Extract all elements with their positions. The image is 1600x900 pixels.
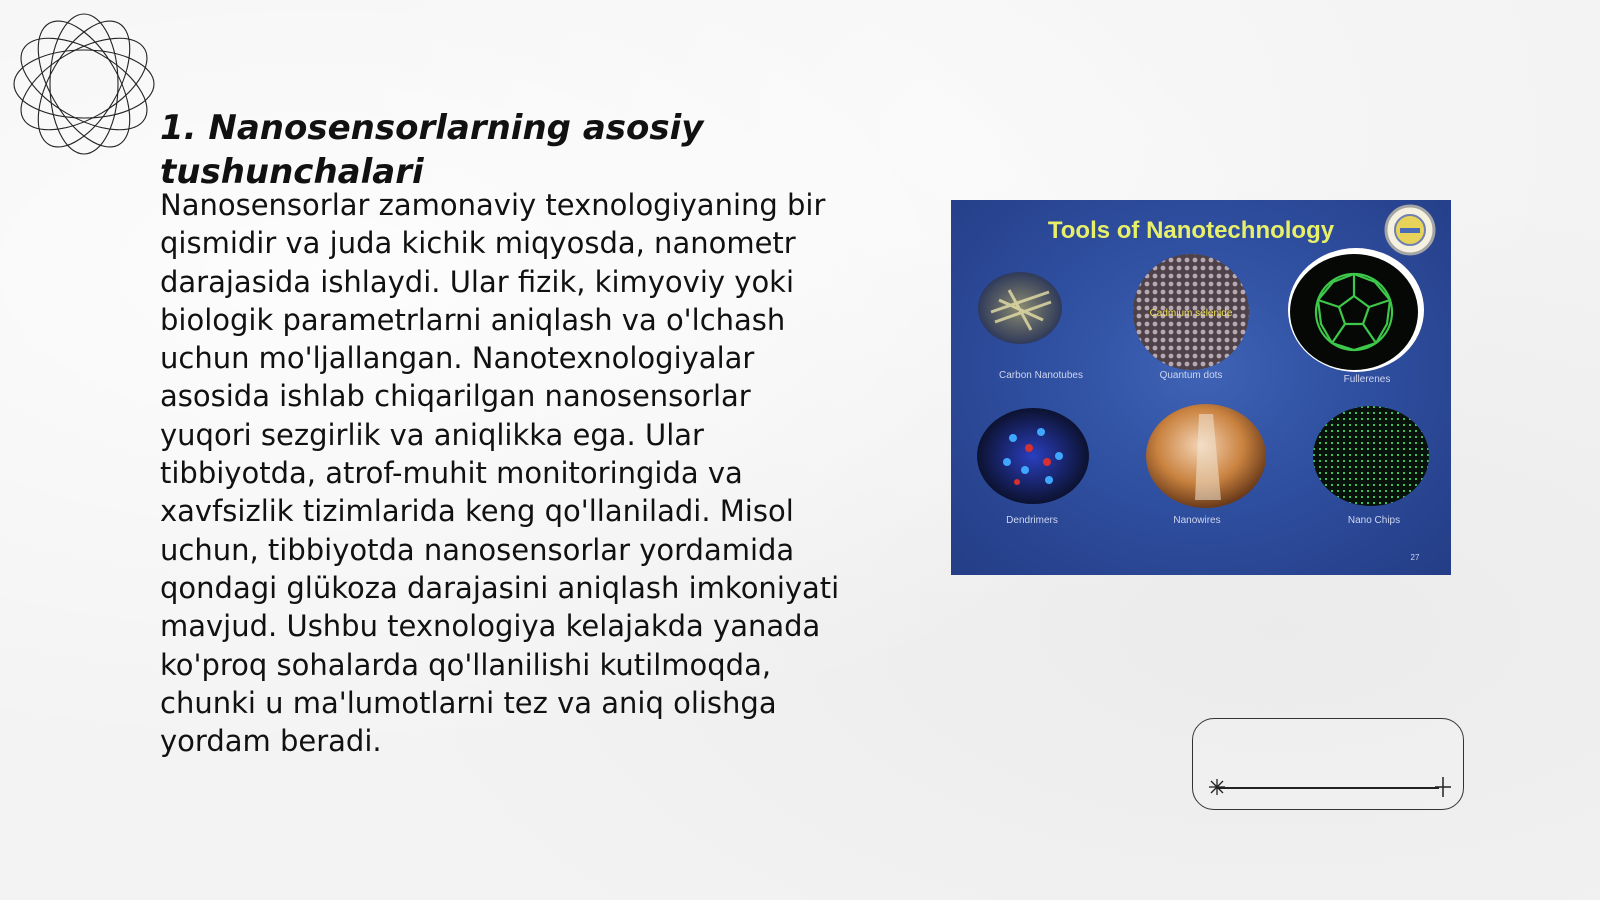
label-nanowires: Nanowires <box>1173 515 1221 526</box>
slide-title: 1. Nanosensorlarning asosiy tushunchalari <box>160 108 704 192</box>
divider-line <box>1217 787 1439 789</box>
seal-icon <box>1386 206 1434 254</box>
nanotechnology-tools-image <box>951 200 1451 575</box>
nanowires-image <box>1146 404 1266 508</box>
slide-body-text: Nanosensorlar zamonaviy texnologiyaning bir qismidir va juda kichik miqyosda, nanometr darajasida ishlaydi. Ular fizik, kimyoviy yoki biologik parametrlarni aniqlash va o'lchash uchun mo'ljallangan. Nanotexnologiyalar asosida ishlab chiqarilgan nanosensorlar yuqori sezgirlik va aniqlikka ega. Ular tibbiyotda, atrof-muhit monitoringida va xavfsizlik tizimlarida keng qo'llaniladi. Misol uchun, tibbiyotda nanosensorlar yordamida qondagi glükoza darajasini aniqlash imkoniyati mavjud. Ushbu texnologiya kelajakda yanada ko'proq sohalarda qo'llanilishi kutilmoqda, chunki u ma'lumotlarni tez va aniq olishga yordam beradi. <box>160 188 840 759</box>
label-quantum-dots: Quantum dots <box>1159 370 1223 381</box>
label-fullerenes: Fullerenes <box>1343 374 1391 385</box>
image-heading: Tools of Nanotechnology <box>1047 217 1335 244</box>
fullerenes-image <box>1288 248 1424 372</box>
label-dendrimers: Dendrimers <box>1006 515 1058 526</box>
image-page-number: 27 <box>1410 553 1420 562</box>
plus-icon <box>1433 775 1453 799</box>
sparkle-icon <box>1207 777 1227 797</box>
label-nano-chips: Nano Chips <box>1347 515 1401 526</box>
dendrimers-image <box>977 408 1089 504</box>
quantum-dots-inner-label: Cadmium selenide <box>1149 308 1233 319</box>
circular-line-ornament-icon <box>10 10 158 158</box>
nano-chips-image <box>1313 406 1429 506</box>
carbon-nanotubes-image <box>978 272 1062 344</box>
decorative-line-box <box>1192 718 1464 810</box>
label-carbon-nanotubes: Carbon Nanotubes <box>999 370 1083 381</box>
